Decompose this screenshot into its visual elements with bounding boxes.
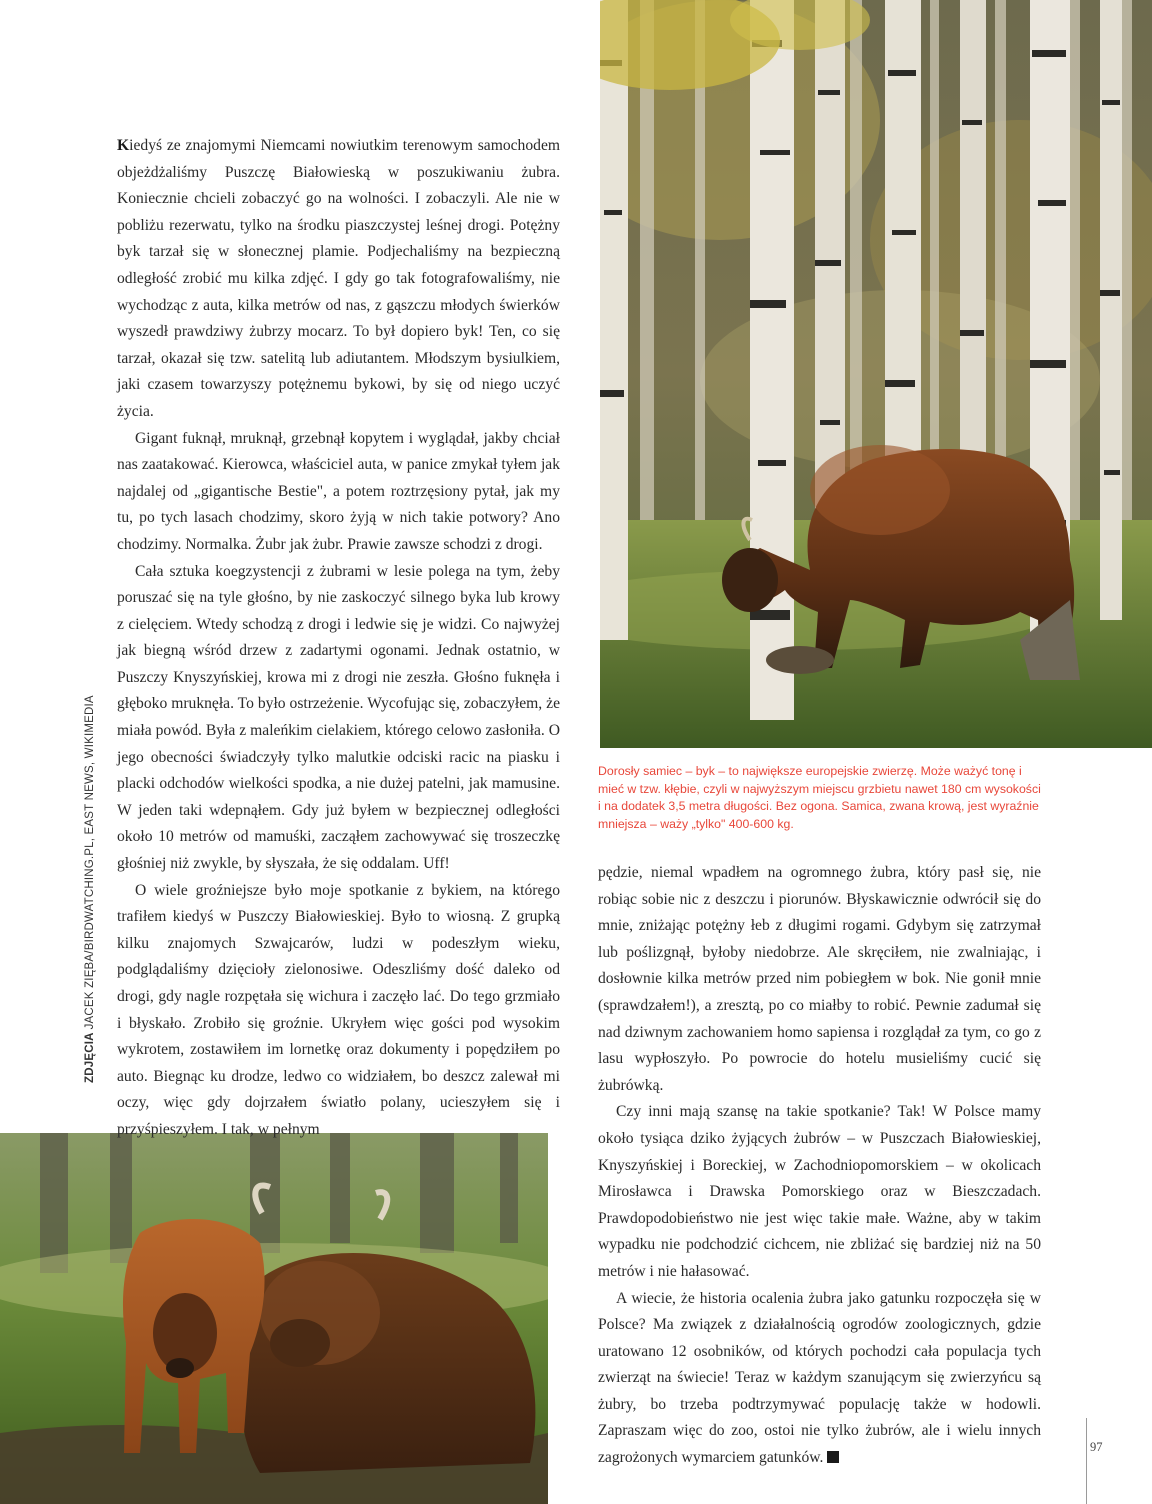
drop-cap: K — [117, 137, 130, 154]
page-number-rule — [1086, 1418, 1087, 1504]
page-number: 97 — [1090, 1440, 1103, 1454]
bison-bull-photo — [600, 0, 1152, 748]
paragraph-5: Czy inni mają szansę na takie spotkanie? Tak! W Polsce mamy około tysiąca dziko żyjących żubrów – w Puszczach Białowieskiej, Knyszyńskiej i Boreckiej, w Zachodniopomorskiem – w okolicach Mirosławca i Drawska Pomorskiego oraz w Bieszczadach. Prawdopodobieństwo nie jest więc takie małe. Ważne, aby w takim wypadku nie podchodzić cichcem, nie zbliżać się bardziej niż na 50 metrów i nie hałasować. — [598, 1103, 1041, 1280]
photo-credit — [84, 695, 96, 1083]
article-column-right — [598, 860, 1041, 1472]
paragraph-6-text: A wiecie, że historia ocalenia żubra jako gatunku rozpoczęła się w Polsce? Ma związek z działalnością ogrodów zoologicznych, gdzie uratowano 12 osobników, od których pochodzi cała populacja tych zwierząt na świecie! Teraz w każdym szanującym się zwierzyńcu są żubry, bo trzeba podtrzymywać populację także w hodowli. Zapraszam więc do zoo, ostoi nie tylko żubrów, ale i wielu innych zagrożonych wymarciem gatunków. — [598, 1289, 1041, 1467]
photo-credit-names: JACEK ZIĘBA/BIRDWATCHING.PL, EAST NEWS, WIKIMEDIA — [84, 695, 96, 1030]
end-of-article-mark — [827, 1451, 839, 1463]
paragraph-1-text: iedyś ze znajomymi Niemcami nowiutkim terenowym samochodem objeżdżaliśmy Puszczę Białowieską w poszukiwaniu żubra. Koniecznie chcieli zobaczyć go na wolności. I zobaczyli. Ale nie w pobliżu rezerwatu, tylko na środku piaszczystej leśnej drogi. Potężny byk tarzał się w słonecznej plamie. Podjechaliśmy na bezpieczną odległość zrobić mu kilka zdjęć. I gdy go tak fotografowaliśmy, nie wychodząc z auta, kilka metrów od nas, z gąszczu młodych świerków wyszedł prawdziwy żubrzy mocarz. To był dopiero byk! Ten, co się tarzał, okazał się tzw. satelitą lub adiutantem. Młodszym bysiulkiem, jaki czasem towarzyszy potężnemu bykowi, by się od niego uczyć życia. — [117, 137, 560, 420]
bison-cow-calf-photo — [0, 1133, 548, 1504]
article-column-left — [117, 133, 560, 1144]
photo-credit-label: ZDJĘCIA — [84, 1032, 96, 1083]
paragraph-4: O wiele groźniejsze było moje spotkanie z bykiem, na którego trafiłem kiedyś w Puszczy Białowieskiej. Było to wiosną. Z grupką kilku znajomych Szwajcarów, ludzi w podeszłym wieku, podglądaliśmy dzięcioły zielonosiwe. Odeszliśmy dość daleko od drogi, gdy nagle rozpętała się wichura i zaczęło lać. Do tego grzmiało i błyskało. Zrobiło się groźnie. Ukryłem więc gości pod wysokim wykrotem, zostawiłem im lornetkę oraz dokumenty i popędziłem po auto. Biegnąc ku drodze, ledwo co widziałem, bo deszcz zalewał mi oczy, więc gdy dojrzałem światło polany, ucieszyłem się i przyśpieszyłem. I tak, w pełnym — [117, 881, 560, 1138]
photo-caption: Dorosły samiec – byk – to największe europejskie zwierzę. Może ważyć tonę i mieć w tzw. kłębie, czyli w najwyższym miejscu grzbietu nawet 180 cm wysokości i na dodatek 3,5 metra długości. Bez ogona. Samica, zwana krową, jest wyraźnie mniejsza – waży „tylko" 400-600 kg. — [598, 764, 1041, 831]
paragraph-3: Cała sztuka koegzystencji z żubrami w lesie polega na tym, żeby poruszać się na tyle głośno, by nie zaskoczyć silnego byka lub krowy z cielęciem. Wtedy schodzą z drogi i ledwie się je widzi. Co najwyżej jak biegną wśród drzew z zadartymi ogonami. Jednak ostatnio, w Puszczy Knyszyńskiej, krowa mi z drogi nie zeszła. Głośno fuknęła i głęboko mruknęła. To było ostrzeżenie. Wycofując się, zobaczyłem, że miała powód. Była z maleńkim cielakiem, którego celowo zasłoniła. O jego obecności świadczyły tylko malutkie odciski racic na piasku i placki odchodów wielkości spodka, a nie dużej patelni, jak mamusine. W jeden taki wdepnąłem. Gdy już byłem w bezpiecznej odległości około 10 metrów od mamuśki, zacząłem zachowywać się troszeczkę głośniej niż zwykle, by słyszała, że się oddalam. Uff! — [117, 562, 560, 873]
paragraph-4-continued: pędzie, niemal wpadłem na ogromnego żubra, który pasł się, nie robiąc sobie nic z deszczu i piorunów. Błyskawicznie odwrócił się do mnie, zniżając potężny łeb z długimi rogami. Gdybym się zatrzymał lub poślizgnął, byłoby niedobrze. Ale skręciłem, nie zwalniając, i dosłownie kilka metrów przed nim pobiegłem w bok. Nie gonił mnie (sprawdzałem!), a zresztą, po co miałby to robić. Pewnie zadumał się nad dziwnym zachowaniem homo sapiensa i rozglądał za tym, co go z lasu wypłoszyło. Po powrocie do hotelu musieliśmy cucić się żubrówką. — [598, 864, 1041, 1094]
paragraph-2: Gigant fuknął, mruknął, grzebnął kopytem i wyglądał, jakby chciał nas zaatakować. Kierowca, właściciel auta, w panice zmykał tyłem jak najdalej od „gigantische Bestie", a potem roztrzęsiony pytał, jak my tu, po tych lasach chodzimy, skoro żyją w nich takie potwory? Ano chodzimy. Normalka. Żubr jak żubr. Prawie zawsze schodzi z drogi. — [117, 429, 560, 553]
paragraph-1 — [117, 133, 560, 426]
paragraph-6 — [598, 1286, 1041, 1472]
